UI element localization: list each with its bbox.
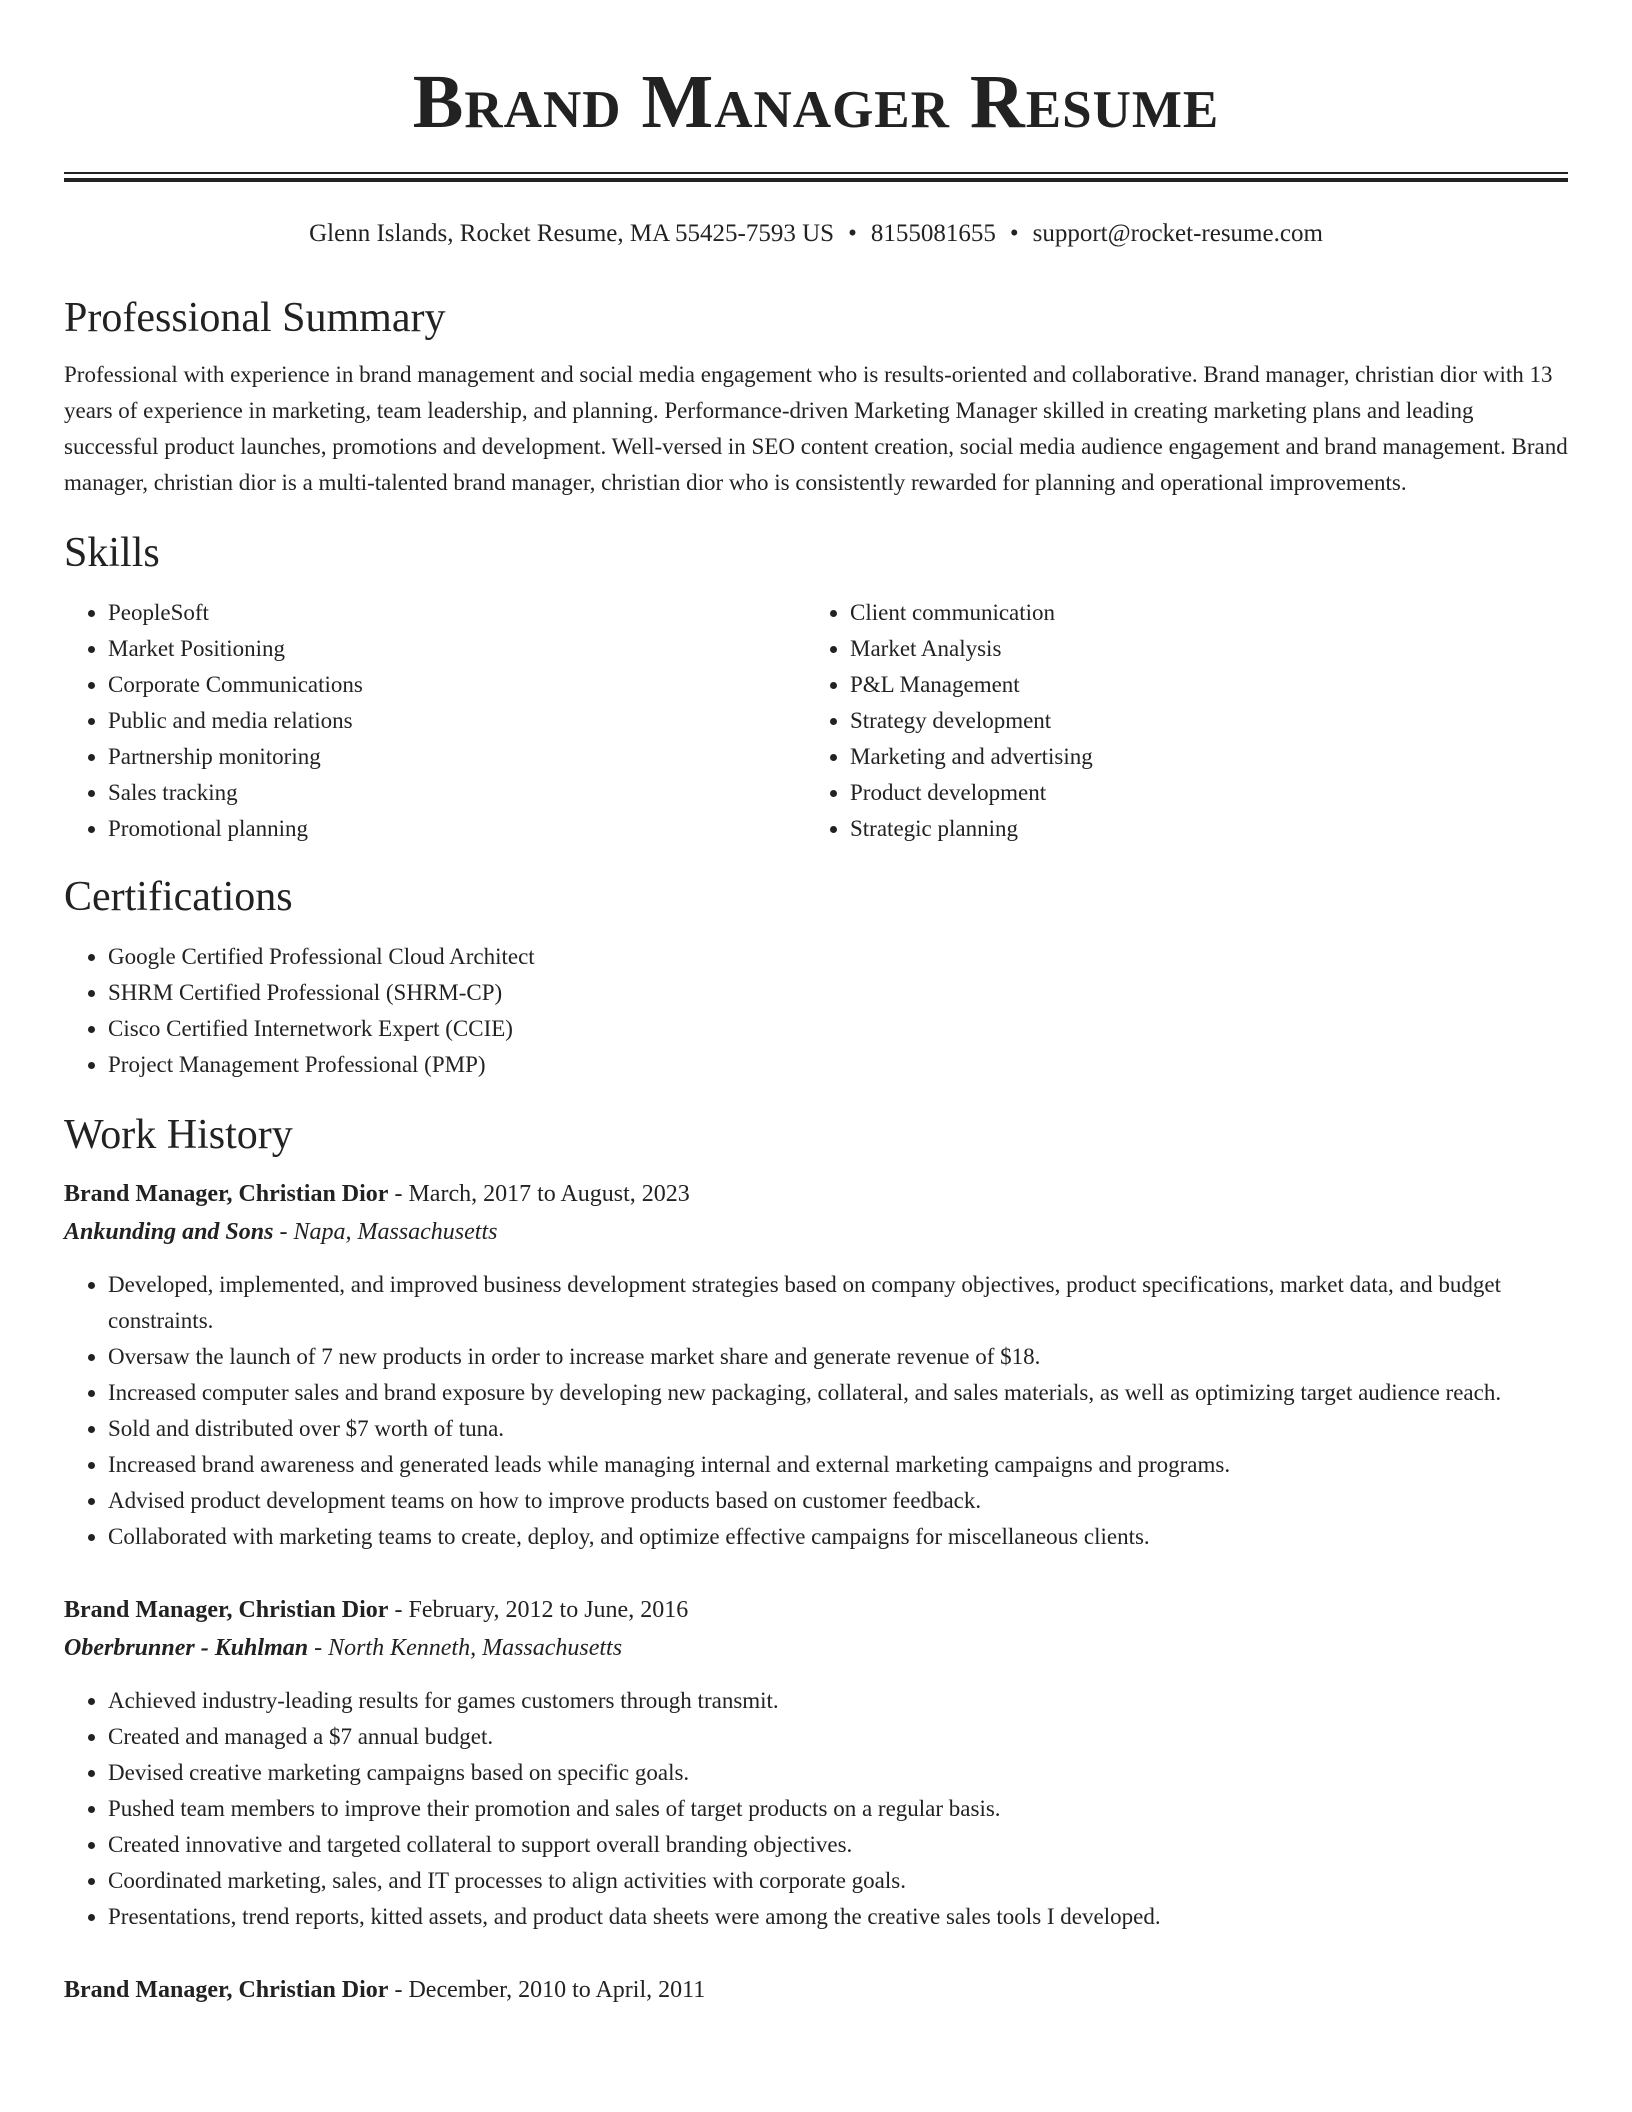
- skill-item: • Promotional planning: [108, 811, 806, 847]
- certification-item: • Cisco Certified Internetwork Expert (CCIE): [108, 1011, 1568, 1047]
- job-bullet: • Advised product development teams on how to improve products based on customer feedback.: [108, 1483, 1568, 1519]
- job-bullet: • Pushed team members to improve their promotion and sales of target products on a regular basis.: [108, 1791, 1568, 1827]
- job-entry: [64, 1591, 1568, 1935]
- job-bullets: [64, 1267, 1568, 1555]
- certification-item: • Project Management Professional (PMP): [108, 1047, 1568, 1083]
- job-bullets: [64, 1683, 1568, 1935]
- skill-item: • Public and media relations: [108, 703, 806, 739]
- work-history-heading: Work History: [64, 1112, 293, 1158]
- skills-column-left: [64, 595, 806, 847]
- job-location: Napa, Massachusetts: [293, 1219, 498, 1245]
- job-entry: [64, 1971, 1568, 2009]
- job-bullet: • Developed, implemented, and improved business development strategies based on company objectives, product specifications, market data, and budget constraints.: [108, 1267, 1568, 1339]
- skill-item: • Market Analysis: [850, 631, 1548, 667]
- skill-item: • Strategy development: [850, 703, 1548, 739]
- contact-phone: 8155081655: [870, 220, 996, 247]
- skill-item: • Market Positioning: [108, 631, 806, 667]
- job-employer: Oberbrunner - Kuhlman - North Kenneth, Massachusetts: [64, 1635, 623, 1661]
- certifications-list: [64, 939, 1568, 1083]
- summary-heading: Professional Summary: [64, 295, 446, 341]
- job-role: Brand Manager, Christian Dior: [64, 1181, 389, 1207]
- title-divider: [64, 172, 1568, 182]
- contact-email: support@rocket-resume.com: [1032, 220, 1323, 247]
- skills-grid: [64, 595, 1568, 847]
- job-location: North Kenneth, Massachusetts: [328, 1635, 623, 1661]
- job-bullet: • Increased computer sales and brand exposure by developing new packaging, collateral, and sales materials, as well as optimizing target audience reach.: [108, 1375, 1568, 1411]
- job-header: Brand Manager, Christian Dior - February, 2012 to June, 2016: [64, 1597, 689, 1623]
- job-dates: December, 2010 to April, 2011: [408, 1977, 706, 2003]
- contact-separator: •: [1009, 220, 1019, 247]
- skill-item: • Sales tracking: [108, 775, 806, 811]
- job-bullet: • Presentations, trend reports, kitted assets, and product data sheets were among the creative sales tools I developed.: [108, 1899, 1568, 1935]
- job-header: Brand Manager, Christian Dior - March, 2017 to August, 2023: [64, 1181, 690, 1207]
- job-bullet: • Created innovative and targeted collateral to support overall branding objectives.: [108, 1827, 1568, 1863]
- job-bullet: • Achieved industry-leading results for games customers through transmit.: [108, 1683, 1568, 1719]
- job-bullet: • Increased brand awareness and generated leads while managing internal and external marketing campaigns and programs.: [108, 1447, 1568, 1483]
- certification-item: • Google Certified Professional Cloud Architect: [108, 939, 1568, 975]
- job-bullet: • Created and managed a $7 annual budget.: [108, 1719, 1568, 1755]
- job-dates: March, 2017 to August, 2023: [408, 1181, 690, 1207]
- contact-line: [64, 218, 1568, 250]
- job-bullet: • Oversaw the launch of 7 new products in order to increase market share and generate revenue of $18.: [108, 1339, 1568, 1375]
- skill-item: • Client communication: [850, 595, 1548, 631]
- skill-item: • PeopleSoft: [108, 595, 806, 631]
- resume-title: Brand Manager Resume: [412, 60, 1220, 144]
- certifications-heading: Certifications: [64, 874, 293, 920]
- job-bullet: • Coordinated marketing, sales, and IT processes to align activities with corporate goals.: [108, 1863, 1568, 1899]
- job-bullet: • Devised creative marketing campaigns based on specific goals.: [108, 1755, 1568, 1791]
- skills-column-right: [806, 595, 1548, 847]
- skill-item: • P&L Management: [850, 667, 1548, 703]
- skills-heading: Skills: [64, 530, 160, 576]
- certification-item: • SHRM Certified Professional (SHRM-CP): [108, 975, 1568, 1011]
- job-bullet: • Collaborated with marketing teams to create, deploy, and optimize effective campaigns for miscellaneous clients.: [108, 1519, 1568, 1555]
- skill-item: • Strategic planning: [850, 811, 1548, 847]
- skill-item: • Corporate Communications: [108, 667, 806, 703]
- job-employer: Ankunding and Sons - Napa, Massachusetts: [64, 1219, 498, 1245]
- job-bullet: • Sold and distributed over $7 worth of tuna.: [108, 1411, 1568, 1447]
- job-dates: February, 2012 to June, 2016: [408, 1597, 689, 1623]
- summary-text: Professional with experience in brand management and social media engagement who is results-oriented and collaborative. Brand manager, christian dior with 13 years of experience in marketing, team leadership, and planning. Performance-driven Marketing Manager skilled in creating marketing plans and leading successful product launches, promotions and development. Well-versed in SEO content creation, social media audience engagement and brand management. Brand manager, christian dior is a multi-talented brand manager, christian dior who is consistently rewarded for planning and operational improvements.: [64, 362, 1568, 495]
- job-role: Brand Manager, Christian Dior: [64, 1597, 389, 1623]
- job-entry: [64, 1175, 1568, 1555]
- skill-item: • Partnership monitoring: [108, 739, 806, 775]
- job-company: Ankunding and Sons: [64, 1219, 274, 1245]
- skill-item: • Product development: [850, 775, 1548, 811]
- job-role: Brand Manager, Christian Dior: [64, 1977, 389, 2003]
- skill-item: • Marketing and advertising: [850, 739, 1548, 775]
- contact-address: Glenn Islands, Rocket Resume, MA 55425-7593 US: [309, 220, 835, 247]
- job-header: Brand Manager, Christian Dior - December, 2010 to April, 2011: [64, 1977, 706, 2003]
- contact-separator: •: [848, 220, 857, 247]
- job-company: Oberbrunner - Kuhlman: [64, 1635, 309, 1661]
